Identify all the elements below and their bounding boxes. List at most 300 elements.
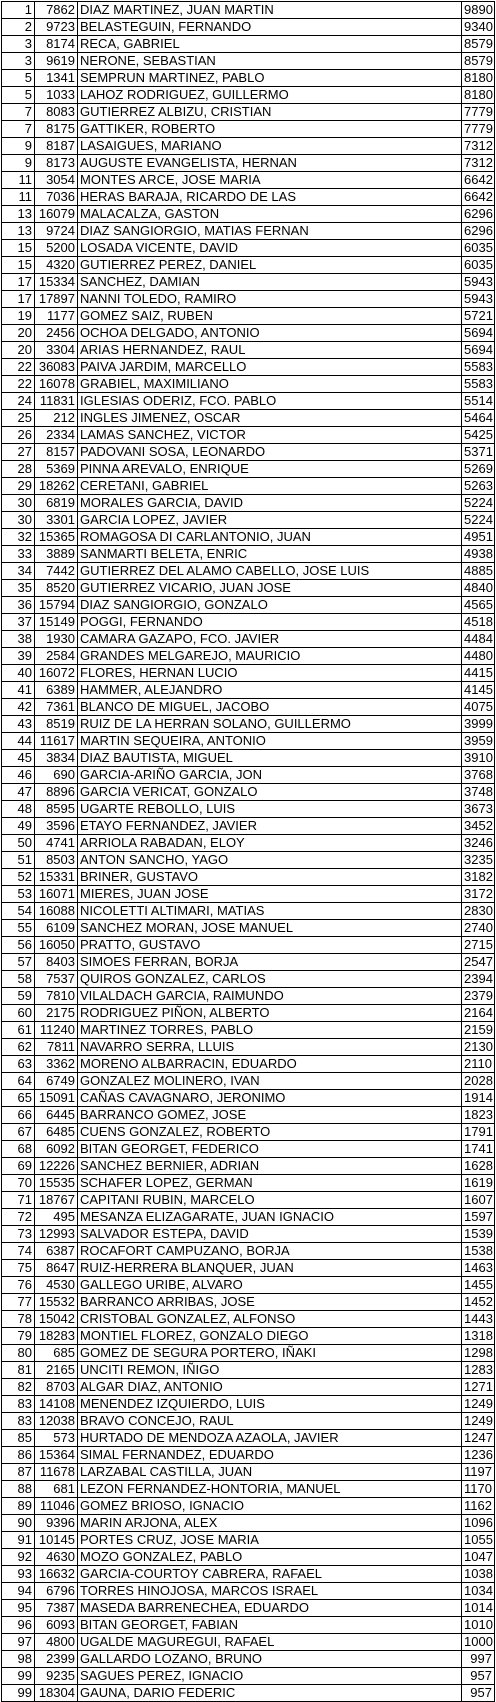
rank-position: 69: [2, 1158, 35, 1175]
player-id: 1033: [35, 87, 78, 104]
player-id: 3834: [35, 750, 78, 767]
rank-position: 15: [2, 257, 35, 274]
player-points: 4518: [462, 614, 495, 631]
table-row: [2, 495, 495, 512]
player-id: 4530: [35, 1277, 78, 1294]
player-points: 8579: [462, 53, 495, 70]
player-id: 15532: [35, 1294, 78, 1311]
player-id: 36083: [35, 359, 78, 376]
player-name: GUTIERREZ ALBIZU, CRISTIAN: [78, 104, 462, 121]
player-points: 3182: [462, 869, 495, 886]
player-points: 4840: [462, 580, 495, 597]
player-name: HAMMER, ALEJANDRO: [78, 682, 462, 699]
rank-position: 19: [2, 308, 35, 325]
table-row: [2, 665, 495, 682]
player-name: ALGAR DIAZ, ANTONIO: [78, 1379, 462, 1396]
player-id: 9619: [35, 53, 78, 70]
player-id: 18767: [35, 1192, 78, 1209]
table-row: [2, 478, 495, 495]
table-row: [2, 1362, 495, 1379]
rank-position: 78: [2, 1311, 35, 1328]
player-id: 7361: [35, 699, 78, 716]
rank-position: 53: [2, 886, 35, 903]
rank-position: 64: [2, 1073, 35, 1090]
rank-position: 25: [2, 410, 35, 427]
player-points: 6035: [462, 257, 495, 274]
rank-position: 13: [2, 223, 35, 240]
table-row: [2, 308, 495, 325]
player-points: 7779: [462, 104, 495, 121]
player-id: 15042: [35, 1311, 78, 1328]
player-id: 18304: [35, 1685, 78, 1702]
player-id: 8519: [35, 716, 78, 733]
player-points: 957: [462, 1668, 495, 1685]
table-row: [2, 920, 495, 937]
player-name: LOSADA VICENTE, DAVID: [78, 240, 462, 257]
table-row: [2, 461, 495, 478]
player-points: 1597: [462, 1209, 495, 1226]
table-row: [2, 1226, 495, 1243]
player-name: BITAN GEORGET, FABIAN: [78, 1617, 462, 1634]
player-points: 3999: [462, 716, 495, 733]
rank-position: 28: [2, 461, 35, 478]
player-name: DIAZ BAUTISTA, MIGUEL: [78, 750, 462, 767]
player-points: 5583: [462, 376, 495, 393]
player-points: 1463: [462, 1260, 495, 1277]
player-points: 8180: [462, 70, 495, 87]
player-points: 1443: [462, 1311, 495, 1328]
rank-position: 30: [2, 495, 35, 512]
player-name: GRABIEL, MAXIMILIANO: [78, 376, 462, 393]
player-name: LASAIGUES, MARIANO: [78, 138, 462, 155]
rank-position: 88: [2, 1481, 35, 1498]
player-id: 2584: [35, 648, 78, 665]
player-name: NAVARRO SERRA, LLUIS: [78, 1039, 462, 1056]
table-row: [2, 1277, 495, 1294]
player-id: 8896: [35, 784, 78, 801]
rank-position: 20: [2, 342, 35, 359]
player-name: ARRIOLA RABADAN, ELOY: [78, 835, 462, 852]
player-points: 3673: [462, 801, 495, 818]
player-name: SANCHEZ BERNIER, ADRIAN: [78, 1158, 462, 1175]
table-row: [2, 359, 495, 376]
player-id: 9723: [35, 19, 78, 36]
table-row: [2, 240, 495, 257]
player-name: SIMAL FERNANDEZ, EDUARDO: [78, 1447, 462, 1464]
player-id: 10145: [35, 1532, 78, 1549]
player-name: AUGUSTE EVANGELISTA, HERNAN: [78, 155, 462, 172]
player-id: 11831: [35, 393, 78, 410]
player-name: MESANZA ELIZAGARATE, JUAN IGNACIO: [78, 1209, 462, 1226]
rank-position: 41: [2, 682, 35, 699]
table-row: [2, 19, 495, 36]
player-id: 6749: [35, 1073, 78, 1090]
table-row: [2, 342, 495, 359]
table-row: [2, 648, 495, 665]
player-points: 2379: [462, 988, 495, 1005]
player-name: UGALDE MAGUREGUI, RAFAEL: [78, 1634, 462, 1651]
player-points: 5514: [462, 393, 495, 410]
player-name: GARCIA VERICAT, GONZALO: [78, 784, 462, 801]
rank-position: 76: [2, 1277, 35, 1294]
player-id: 7036: [35, 189, 78, 206]
rank-position: 22: [2, 376, 35, 393]
table-row: [2, 529, 495, 546]
rank-position: 36: [2, 597, 35, 614]
player-points: 1298: [462, 1345, 495, 1362]
player-points: 1607: [462, 1192, 495, 1209]
player-id: 8173: [35, 155, 78, 172]
rank-position: 20: [2, 325, 35, 342]
table-row: [2, 750, 495, 767]
player-name: BITAN GEORGET, FEDERICO: [78, 1141, 462, 1158]
player-id: 495: [35, 1209, 78, 1226]
player-name: GUTIERREZ VICARIO, JUAN JOSE: [78, 580, 462, 597]
rank-position: 56: [2, 937, 35, 954]
player-id: 6387: [35, 1243, 78, 1260]
table-row: [2, 206, 495, 223]
player-points: 1055: [462, 1532, 495, 1549]
rank-position: 54: [2, 903, 35, 920]
rank-position: 42: [2, 699, 35, 716]
player-id: 212: [35, 410, 78, 427]
ranking-body: [2, 2, 495, 1702]
player-id: 9235: [35, 1668, 78, 1685]
table-row: [2, 1651, 495, 1668]
table-row: [2, 1515, 495, 1532]
player-id: 7387: [35, 1600, 78, 1617]
player-name: GRANDES MELGAREJO, MAURICIO: [78, 648, 462, 665]
rank-position: 91: [2, 1532, 35, 1549]
player-name: HERAS BARAJA, RICARDO DE LAS: [78, 189, 462, 206]
player-id: 17897: [35, 291, 78, 308]
table-row: [2, 1549, 495, 1566]
player-points: 6296: [462, 206, 495, 223]
player-id: 8647: [35, 1260, 78, 1277]
rank-position: 87: [2, 1464, 35, 1481]
player-id: 1341: [35, 70, 78, 87]
player-name: CAPITANI RUBIN, MARCELO: [78, 1192, 462, 1209]
table-row: [2, 1396, 495, 1413]
player-points: 1247: [462, 1430, 495, 1447]
player-name: GOMEZ BRIOSO, IGNACIO: [78, 1498, 462, 1515]
player-id: 15091: [35, 1090, 78, 1107]
player-points: 8180: [462, 87, 495, 104]
rank-position: 7: [2, 121, 35, 138]
rank-position: 60: [2, 1005, 35, 1022]
player-name: CAMARA GAZAPO, FCO. JAVIER: [78, 631, 462, 648]
player-id: 2399: [35, 1651, 78, 1668]
player-name: ROMAGOSA DI CARLANTONIO, JUAN: [78, 529, 462, 546]
player-id: 16072: [35, 665, 78, 682]
table-row: [2, 971, 495, 988]
rank-position: 58: [2, 971, 35, 988]
rank-position: 24: [2, 393, 35, 410]
player-points: 1539: [462, 1226, 495, 1243]
player-points: 5269: [462, 461, 495, 478]
table-row: [2, 937, 495, 954]
player-id: 2175: [35, 1005, 78, 1022]
rank-position: 97: [2, 1634, 35, 1651]
rank-position: 34: [2, 563, 35, 580]
player-id: 11046: [35, 1498, 78, 1515]
table-row: [2, 1294, 495, 1311]
player-points: 1741: [462, 1141, 495, 1158]
player-id: 4741: [35, 835, 78, 852]
table-row: [2, 852, 495, 869]
player-name: CERETANI, GABRIEL: [78, 478, 462, 495]
rank-position: 2: [2, 19, 35, 36]
table-row: [2, 1192, 495, 1209]
rank-position: 59: [2, 988, 35, 1005]
player-points: 1197: [462, 1464, 495, 1481]
player-points: 5694: [462, 325, 495, 342]
table-row: [2, 1498, 495, 1515]
player-name: PORTES CRUZ, JOSE MARIA: [78, 1532, 462, 1549]
player-points: 4145: [462, 682, 495, 699]
player-points: 5224: [462, 495, 495, 512]
player-name: MOZO GONZALEZ, PABLO: [78, 1549, 462, 1566]
player-points: 5263: [462, 478, 495, 495]
player-id: 6093: [35, 1617, 78, 1634]
player-name: LEZON FERNANDEZ-HONTORIA, MANUEL: [78, 1481, 462, 1498]
table-row: [2, 53, 495, 70]
player-name: DIAZ SANGIORGIO, GONZALO: [78, 597, 462, 614]
player-name: MARTINEZ TORRES, PABLO: [78, 1022, 462, 1039]
player-name: SCHAFER LOPEZ, GERMAN: [78, 1175, 462, 1192]
player-name: SANCHEZ MORAN, JOSE MANUEL: [78, 920, 462, 937]
player-name: GOMEZ SAIZ, RUBEN: [78, 308, 462, 325]
player-points: 1249: [462, 1413, 495, 1430]
player-name: UNCITI REMON, IÑIGO: [78, 1362, 462, 1379]
player-points: 1047: [462, 1549, 495, 1566]
player-name: OCHOA DELGADO, ANTONIO: [78, 325, 462, 342]
rank-position: 51: [2, 852, 35, 869]
rank-position: 86: [2, 1447, 35, 1464]
rank-position: 37: [2, 614, 35, 631]
player-points: 997: [462, 1651, 495, 1668]
player-name: MASEDA BARRENECHEA, EDUARDO: [78, 1600, 462, 1617]
player-id: 7811: [35, 1039, 78, 1056]
player-id: 3596: [35, 818, 78, 835]
player-points: 4415: [462, 665, 495, 682]
table-row: [2, 1158, 495, 1175]
rank-position: 89: [2, 1498, 35, 1515]
table-row: [2, 1600, 495, 1617]
table-row: [2, 1056, 495, 1073]
player-id: 6092: [35, 1141, 78, 1158]
player-id: 3362: [35, 1056, 78, 1073]
player-points: 1619: [462, 1175, 495, 1192]
player-name: SEMPRUN MARTINEZ, PABLO: [78, 70, 462, 87]
player-points: 8579: [462, 36, 495, 53]
player-name: ANTON SANCHO, YAGO: [78, 852, 462, 869]
player-id: 3304: [35, 342, 78, 359]
rank-position: 82: [2, 1379, 35, 1396]
rank-position: 55: [2, 920, 35, 937]
player-name: SANMARTI BELETA, ENRIC: [78, 546, 462, 563]
player-points: 2159: [462, 1022, 495, 1039]
rank-position: 15: [2, 240, 35, 257]
player-id: 16632: [35, 1566, 78, 1583]
player-points: 4484: [462, 631, 495, 648]
table-row: [2, 138, 495, 155]
table-row: [2, 767, 495, 784]
player-points: 2130: [462, 1039, 495, 1056]
rank-position: 5: [2, 87, 35, 104]
player-id: 7862: [35, 2, 78, 19]
player-points: 2830: [462, 903, 495, 920]
table-row: [2, 835, 495, 852]
player-name: PRATTO, GUSTAVO: [78, 937, 462, 954]
player-points: 6296: [462, 223, 495, 240]
player-id: 9724: [35, 223, 78, 240]
rank-position: 43: [2, 716, 35, 733]
table-row: [2, 903, 495, 920]
player-points: 1452: [462, 1294, 495, 1311]
rank-position: 11: [2, 189, 35, 206]
player-id: 685: [35, 1345, 78, 1362]
player-points: 2715: [462, 937, 495, 954]
player-name: MENENDEZ IZQUIERDO, LUIS: [78, 1396, 462, 1413]
player-name: LARZABAL CASTILLA, JUAN: [78, 1464, 462, 1481]
player-id: 681: [35, 1481, 78, 1498]
player-name: GAUNA, DARIO FEDERIC: [78, 1685, 462, 1702]
rank-position: 79: [2, 1328, 35, 1345]
rank-position: 71: [2, 1192, 35, 1209]
table-row: [2, 716, 495, 733]
rank-position: 61: [2, 1022, 35, 1039]
player-points: 1823: [462, 1107, 495, 1124]
player-id: 1177: [35, 308, 78, 325]
player-id: 15149: [35, 614, 78, 631]
player-name: BRAVO CONCEJO, RAUL: [78, 1413, 462, 1430]
rank-position: 93: [2, 1566, 35, 1583]
player-name: SIMOES FERRAN, BORJA: [78, 954, 462, 971]
table-row: [2, 869, 495, 886]
table-row: [2, 444, 495, 461]
player-name: HURTADO DE MENDOZA AZAOLA, JAVIER: [78, 1430, 462, 1447]
player-id: 8157: [35, 444, 78, 461]
player-points: 1283: [462, 1362, 495, 1379]
player-id: 8175: [35, 121, 78, 138]
player-points: 2164: [462, 1005, 495, 1022]
player-id: 15334: [35, 274, 78, 291]
player-points: 6035: [462, 240, 495, 257]
player-name: RUIZ-HERRERA BLANQUER, JUAN: [78, 1260, 462, 1277]
player-points: 1791: [462, 1124, 495, 1141]
player-id: 15364: [35, 1447, 78, 1464]
player-id: 5200: [35, 240, 78, 257]
rank-position: 50: [2, 835, 35, 852]
table-row: [2, 325, 495, 342]
rank-position: 63: [2, 1056, 35, 1073]
player-name: BARRANCO ARRIBAS, JOSE: [78, 1294, 462, 1311]
rank-position: 7: [2, 104, 35, 121]
table-row: [2, 1039, 495, 1056]
table-row: [2, 1685, 495, 1702]
player-name: GALLEGO URIBE, ALVARO: [78, 1277, 462, 1294]
player-id: 8595: [35, 801, 78, 818]
player-points: 1236: [462, 1447, 495, 1464]
table-row: [2, 189, 495, 206]
player-points: 1271: [462, 1379, 495, 1396]
player-points: 2028: [462, 1073, 495, 1090]
table-row: [2, 784, 495, 801]
player-name: ARIAS HERNANDEZ, RAUL: [78, 342, 462, 359]
player-id: 16088: [35, 903, 78, 920]
player-points: 2547: [462, 954, 495, 971]
table-row: [2, 631, 495, 648]
table-row: [2, 87, 495, 104]
rank-position: 27: [2, 444, 35, 461]
player-name: MARIN ARJONA, ALEX: [78, 1515, 462, 1532]
player-id: 7810: [35, 988, 78, 1005]
table-row: [2, 1447, 495, 1464]
rank-position: 49: [2, 818, 35, 835]
player-id: 6445: [35, 1107, 78, 1124]
player-points: 1162: [462, 1498, 495, 1515]
player-id: 18262: [35, 478, 78, 495]
player-id: 8520: [35, 580, 78, 597]
player-points: 5425: [462, 427, 495, 444]
rank-position: 40: [2, 665, 35, 682]
player-name: RODRIGUEZ PIÑON, ALBERTO: [78, 1005, 462, 1022]
table-row: [2, 2, 495, 19]
table-row: [2, 36, 495, 53]
player-points: 5583: [462, 359, 495, 376]
player-id: 11240: [35, 1022, 78, 1039]
player-name: GONZALEZ MOLINERO, IVAN: [78, 1073, 462, 1090]
rank-position: 80: [2, 1345, 35, 1362]
table-row: [2, 1532, 495, 1549]
player-points: 6642: [462, 189, 495, 206]
table-row: [2, 376, 495, 393]
player-id: 8703: [35, 1379, 78, 1396]
player-name: GALLARDO LOZANO, BRUNO: [78, 1651, 462, 1668]
player-name: GOMEZ DE SEGURA PORTERO, IÑAKI: [78, 1345, 462, 1362]
table-row: [2, 1328, 495, 1345]
player-name: BRINER, GUSTAVO: [78, 869, 462, 886]
player-name: UGARTE REBOLLO, LUIS: [78, 801, 462, 818]
table-row: [2, 801, 495, 818]
rank-position: 47: [2, 784, 35, 801]
table-row: [2, 1430, 495, 1447]
rank-position: 66: [2, 1107, 35, 1124]
table-row: [2, 988, 495, 1005]
player-name: ETAYO FERNANDEZ, JAVIER: [78, 818, 462, 835]
player-id: 690: [35, 767, 78, 784]
player-id: 2165: [35, 1362, 78, 1379]
table-row: [2, 1566, 495, 1583]
player-name: GUTIERREZ PEREZ, DANIEL: [78, 257, 462, 274]
table-row: [2, 1260, 495, 1277]
rank-position: 3: [2, 36, 35, 53]
player-id: 6389: [35, 682, 78, 699]
player-id: 16079: [35, 206, 78, 223]
table-row: [2, 291, 495, 308]
player-id: 4630: [35, 1549, 78, 1566]
player-points: 5721: [462, 308, 495, 325]
table-row: [2, 1107, 495, 1124]
player-name: MONTES ARCE, JOSE MARIA: [78, 172, 462, 189]
table-row: [2, 257, 495, 274]
player-id: 15535: [35, 1175, 78, 1192]
player-id: 6109: [35, 920, 78, 937]
player-points: 5694: [462, 342, 495, 359]
player-points: 1455: [462, 1277, 495, 1294]
table-row: [2, 512, 495, 529]
